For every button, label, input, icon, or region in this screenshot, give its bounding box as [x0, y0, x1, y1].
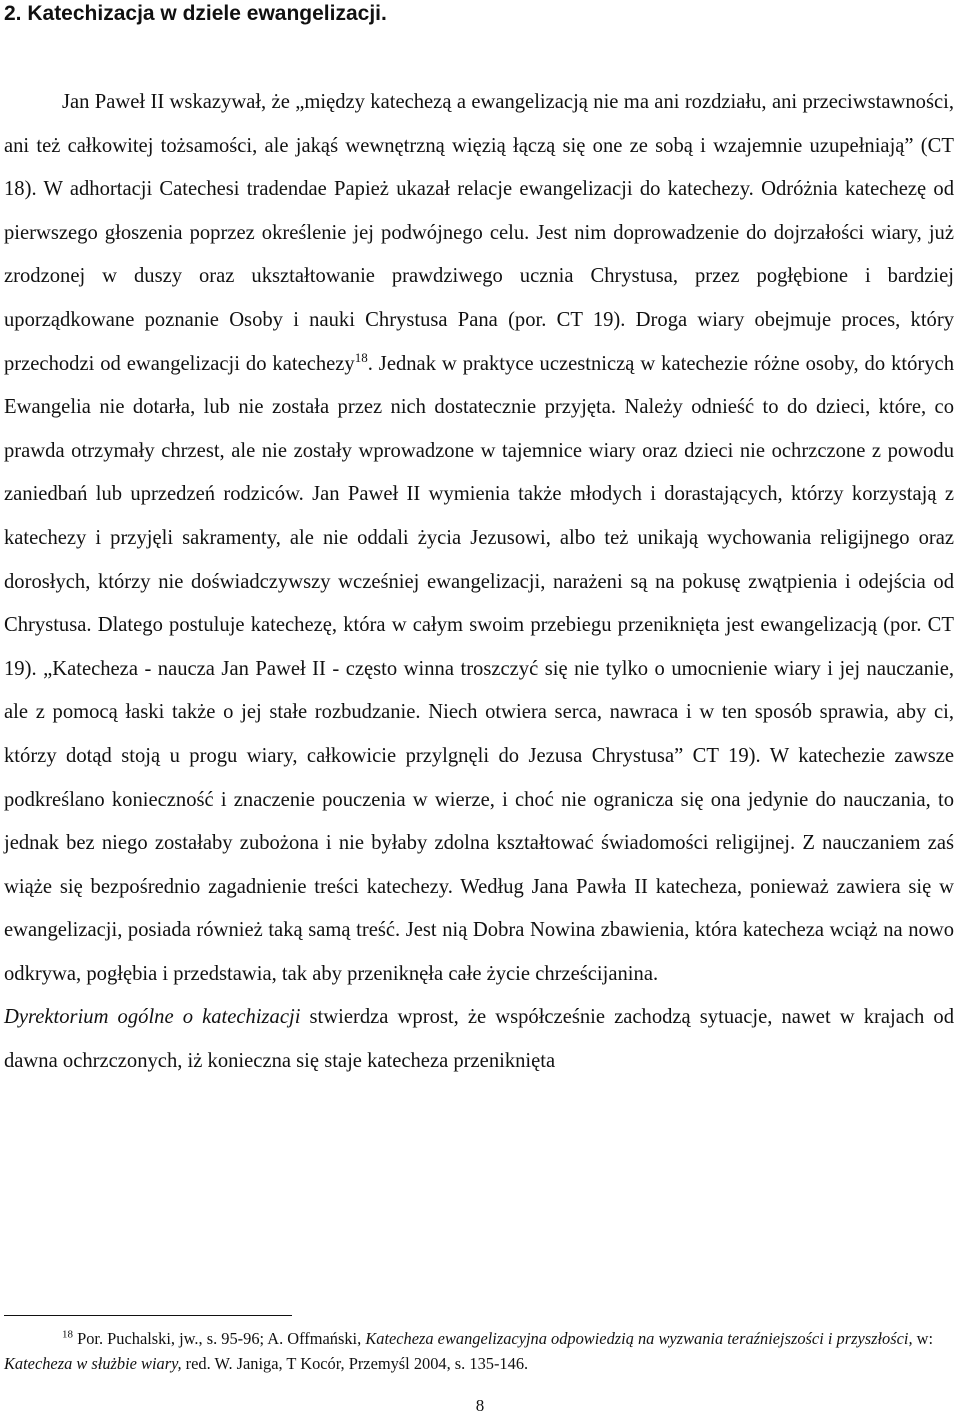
footnote [4, 1326, 954, 1376]
footnote-text-3: red. W. Janiga, T Kocór, Przemyśl 2004, s. 135-146. [181, 1354, 529, 1373]
footnote-reference[interactable]: 18 [354, 349, 368, 365]
footnote-separator [4, 1315, 292, 1316]
footnote-italic-2: Katecheza w służbie wiary, [4, 1354, 182, 1373]
paragraph-1-text-a: Jan Paweł II wskazywał, że „między katechezą a ewangelizacją nie ma ani rozdziału, ani przeciwstawności, ani też całkowitej tożsamości, ale jakąś wewnętrzną więzią łączą się one ze sobą i wzajemnie uzupełniają” (CT 18). W adhortacji Catechesi tradendae Papież ukazał relacje ewangelizacji do katechezy. Odróżnia katechezę od pierwszego głoszenia poprzez określenie jej podwójnego celu. Jest nim doprowadzenie do dojrzałości wiary, już zrodzonej w duszy oraz ukształtowanie prawdziwego ucznia Chrystusa, przez pogłębione i bardziej uporządkowane poznanie Osoby i nauki Chrystusa Pana (por. CT 19). Droga wiary obejmuje proces, który przechodzi od ewangelizacji do katechezy [4, 91, 954, 375]
footnote-text-1: Por. Puchalski, jw., s. 95-96; A. Offmański, [73, 1329, 366, 1348]
page-number: 8 [475, 1396, 485, 1415]
paragraph-1 [4, 81, 954, 996]
section-heading: 2. Katechizacja w dziele ewangelizacji. [4, 2, 387, 25]
paragraph-2 [4, 996, 954, 1083]
footnote-italic-1: Katecheza ewangelizacyjna odpowiedzią na wyzwania teraźniejszości i przyszłości, [365, 1329, 913, 1348]
footnote-number: 18 [62, 1328, 73, 1341]
document-title-italic: Dyrektorium ogólne o katechizacji [4, 1006, 301, 1029]
paragraph-1-text-b: . Jednak w praktyce uczestniczą w katechezie różne osoby, do których Ewangelia nie dotarła, lub nie została przez nich dostatecznie przyjęta. Należy odnieść to do dzieci, które, co prawda otrzymały chrzest, ale nie zostały wprowadzone w tajemnice wiary oraz dzieci nie ochrzczone z powodu zaniedbań lub uprzedzeń rodziców. Jan Paweł II wymienia także młodych i dorastających, którzy korzystają z katechezy i przyjęli sakramenty, ale nie oddali życia Jezusowi, albo też unikają wychowania religijnego oraz dorosłych, którzy nie doświadczywszy wcześniej ewangelizacji, narażeni są na pokusę zwątpienia i odejścia od Chrystusa. Dlatego postuluje katechezę, która w całym swoim przebiegu przeniknięta jest ewangelizacją (por. CT 19). „Katecheza - naucza Jan Paweł II - często winna troszczyć się nie tylko o umocnienie wiary i jej nauczanie, ale z pomocą łaski także o jej stałe rozbudzanie. Niech otwiera serca, nawraca i w ten sposób sprawia, aby ci, którzy dotąd stoją u progu wiary, całkowicie przylgnęli do Jezusa Chrystusa” CT 19). W katechezie zawsze podkreślano konieczność i znaczenie pouczenia w wierze, i choć nie ogranicza się ona jedynie do nauczania, to jednak bez niego zostałaby zubożona i nie byłaby zdolna kształtować świadomości religijnej. Z nauczaniem zaś wiąże się bezpośrednio zagadnienie treści katechezy. Według Jana Pawła II katecheza, ponieważ zawiera się w ewangelizacji, posiada również taką samą treść. Jest nią Dobra Nowina zbawienia, która katecheza wciąż na nowo odkrywa, pogłębia i przedstawia, tak aby przeniknęła całe życie chrześcijanina. [4, 352, 954, 985]
body-text [4, 81, 954, 1084]
paragraph-2-text: stwierdza wprost, że współcześnie zachodzą sytuacje, nawet w krajach od dawna ochrzczonych, iż konieczna się staje katecheza przeniknięta [4, 1006, 954, 1073]
footnote-text-2: w: [912, 1329, 934, 1348]
